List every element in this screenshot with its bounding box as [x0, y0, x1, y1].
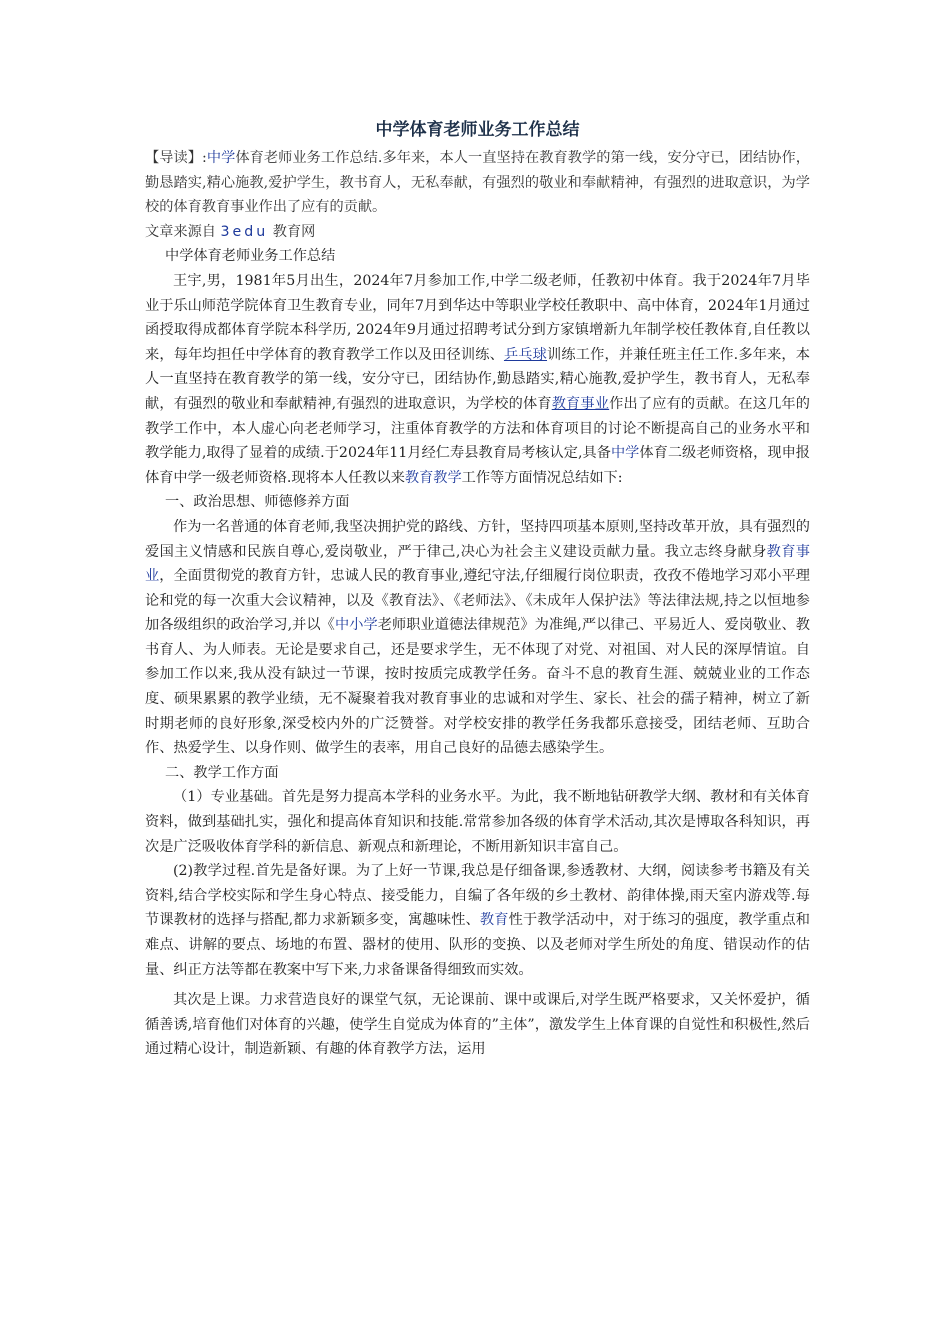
source-suffix: 教育网 — [272, 223, 316, 240]
p2-text-a: 作为一名普通的体育老师,我坚决拥护党的路线、方针，坚持四项基本原则,坚持改革开放，具有强烈的爱国主义情感和民族自尊心,爱岗敬业，严于律己,决心为社会主义建设贡献力量。我立志终身献身 — [145, 518, 810, 560]
section-heading-2: 二、教学工作方面 — [165, 764, 279, 781]
lead-paragraph — [145, 146, 810, 220]
subtitle: 中学体育老师业务工作总结 — [165, 248, 336, 265]
p2-text-b: ，全面贯彻党的教育方针，忠诚人民的教育事业,遵纪守法,仔细履行岗位职责，孜孜不倦地学习邓小平理论和党的每一次重大会议精神，以及《教育法》、《老师法》、《未成年人保护法》等法律法规,持之以恒地参加各级组织的政治学习,并以《 — [145, 568, 810, 634]
p4-text-b: 性于教学活动中，对于练习的强度，教学重点和难点、讲解的要点、场地的布置、器材的使用、队形的变换、以及老师对学生所处的角度、错误动作的估量、纠正方法等都在教案中写下来,力求备课备得细致而实效。 — [145, 912, 810, 978]
lead-bracket: 【导读】: — [145, 150, 207, 166]
paragraph-political — [145, 515, 810, 761]
link-middle-school[interactable]: 中学 — [610, 445, 640, 462]
p1-text-d: 体育二级老师资格，现申报体育中学一级老师资格.现将本人任教以来 — [145, 445, 810, 486]
p1-text-a: 王宇,男，1981年5月出生，2024年7月参加工作,中学二级老师，任教初中体育。我于2024年7月毕业于乐山师范学院体育卫生教育专业，同年7月到华达中等职业学校任教职中、高中体育，2024年1月通过函授取得成都体育学院本科学历, 2024年9月通过招聘考试分到方家镇增新九年制学校任教体育,自任教以来，每年均担任中学体育的教育教学工作以及田径训练、 — [145, 272, 810, 363]
source-brand-link[interactable]: 3edu — [220, 223, 269, 240]
link-education-career[interactable]: 教育事业 — [551, 395, 610, 412]
paragraph-foundation: （1）专业基础。首先是努力提高本学科的业务水平。为此，我不断地钻研教学大纲、教材和有关体育资料，做到基础扎实，强化和提高体育知识和技能.常常参加各级的体育学术活动,其次是博取各科知识，再次是广泛吸收体育学科的新信息、新观点和新理论，不断用新知识丰富自己。 — [145, 789, 810, 855]
lead-text: 体育老师业务工作总结.多年来，本人一直坚持在教育教学的第一线，安分守已，团结协作，勤恳踏实,精心施教,爱护学生，教书育人，无私奉献，有强烈的敬业和奉献精神，有强烈的进取意识，为学校的体育教育事业作出了应有的贡献。 — [145, 150, 810, 216]
p1-text-b: 训练工作，并兼任班主任工作.多年来，本人一直坚持在教育教学的第一线，安分守已，团结协作,勤恳踏实,精心施教,爱护学生，教书育人，无私奉献，有强烈的敬业和奉献精神,有强烈的进取意识，为学校的体育 — [145, 346, 810, 412]
p2-text-c: 老师职业道德法律规范》为准绳,严以律己、平易近人、爱岗敬业、教书育人、为人师表。无论是要求自己，还是要求学生，无不体现了对党、对祖国、对人民的深厚情谊。自参加工作以来,我从没有缺过一节课，按时按质完成教学任务。奋斗不息的教育生涯、兢兢业业的工作态度、硕果累累的教学业绩，无不凝聚着我对教育事业的忠诚和对学生、家长、社会的孺子精神，树立了新时期老师的良好形象,深受校内外的广泛赞誉。对学校安排的教学任务我都乐意接受，团结老师、互助合作、热爱学生、以身作则、做学生的表率，用自己良好的品德去感染学生。 — [145, 617, 810, 757]
document-title: 中学体育老师业务工作总结 — [375, 120, 580, 140]
link-primary-middle-school[interactable]: 中小学 — [334, 617, 378, 634]
paragraph-class: 其次是上课。力求营造良好的课堂气氛，无论课前、课中或课后,对学生既严格要求，又关怀爱护，循循善诱,培育他们对体育的兴趣，使学生自觉成为体育的”主体”，激发学生上体育课的自觉性和积极性,然后通过精心设计，制造新颖、有趣的体育教学方法，运用 — [145, 992, 810, 1058]
link-pingpong[interactable]: 乒乓球 — [503, 346, 548, 363]
p4-text-a: (2)教学过程.首先是备好课。为了上好一节课,我总是仔细备课,参透教材、大纲，阅读参考书籍及有关资料,结合学校实际和学生身心特点、接受能力，自编了各年级的乡土教材、韵律体操,雨天室内游戏等.每节课教材的选择与搭配,都力求新颖多变，寓趣味性、 — [145, 863, 810, 929]
link-education-career-2[interactable]: 教育事业 — [145, 543, 810, 585]
link-education-teaching[interactable]: 教育教学 — [404, 469, 462, 486]
p1-text-e: 工作等方面情况总结如下: — [461, 469, 623, 486]
p1-text-c: 作出了应有的贡献。在这几年的教学工作中，本人虚心向老老师学习，注重体育教学的方法和体育项目的讨论不断提高自己的业务水平和教学能力,取得了显着的成绩.于2024年11月经仁寿县教育局考核认定,具备 — [145, 395, 810, 462]
source-line — [145, 220, 810, 245]
source-prefix: 文章来源自 — [145, 223, 216, 240]
document-page — [145, 118, 810, 1062]
section-heading-1: 一、政治思想、师德修养方面 — [165, 494, 350, 511]
link-education[interactable]: 教育 — [479, 912, 509, 929]
paragraph-intro — [145, 269, 810, 490]
lead-link-middle-school[interactable]: 中学 — [206, 150, 236, 166]
paragraph-process — [145, 859, 810, 982]
